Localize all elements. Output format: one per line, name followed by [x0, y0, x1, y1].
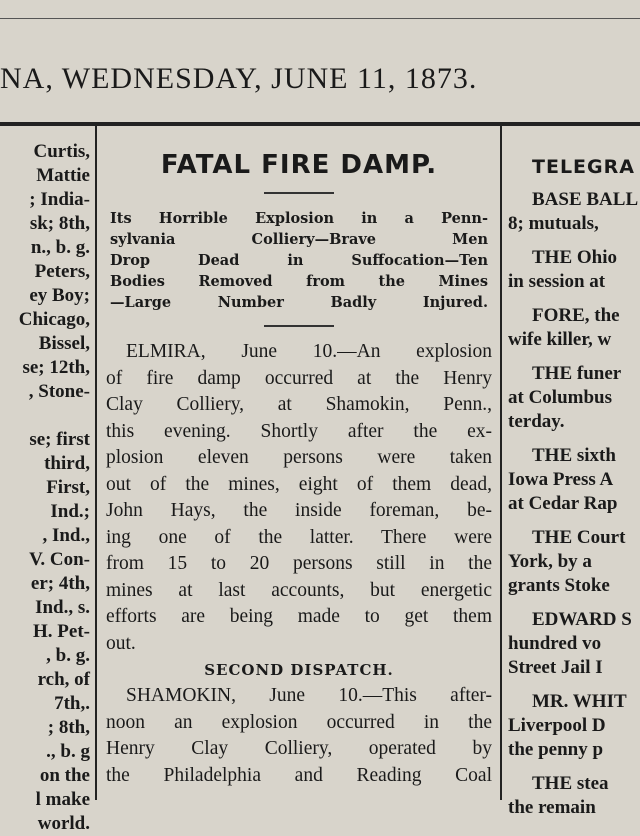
spacer — [508, 434, 640, 444]
left-column-line: First, — [46, 477, 90, 498]
left-column-line: H. Pet- — [33, 621, 90, 642]
left-column-line: ., b. g — [46, 741, 90, 762]
telegraph-line: EDWARD S — [532, 609, 632, 630]
telegraph-line: the remain — [508, 797, 596, 818]
left-column-line: ; India- — [29, 189, 90, 210]
body-line: from 15 to 20 persons still in the — [106, 553, 492, 574]
telegraph-heading: TELEGRA — [532, 156, 635, 178]
telegraph-line: THE funer — [532, 363, 622, 384]
left-column-line: Chicago, — [18, 309, 90, 330]
telegraph-line: Liverpool D — [508, 715, 606, 736]
left-column-line: n., b. g. — [30, 237, 90, 258]
telegraph-line: THE stea — [532, 773, 609, 794]
title-divider — [264, 192, 334, 194]
body-line: efforts are being made to get them — [106, 606, 492, 627]
telegraph-line: THE Ohio — [532, 247, 617, 268]
left-column-line: 7th,. — [54, 693, 90, 714]
left-column — [0, 140, 90, 836]
body-line: ing one of the latter. There were — [106, 526, 492, 548]
body-line: this evening. Shortly after the ex- — [106, 420, 492, 442]
body-line: John Hays, the inside foreman, be- — [106, 500, 492, 521]
left-column-line: Ind., s. — [35, 597, 90, 618]
telegraph-line: Iowa Press A — [508, 469, 614, 490]
left-column-line: Peters, — [34, 261, 90, 282]
article — [106, 140, 492, 789]
left-column-line: ; 8th, — [47, 717, 90, 738]
telegraph-line: at Cedar Rap — [508, 493, 618, 514]
dateline: NA, WEDNESDAY, JUNE 11, 1873. — [0, 62, 478, 95]
left-column-line: on the — [39, 765, 90, 786]
body-line: ELMIRA, June 10.—An explosion — [126, 341, 492, 362]
column-rule-left — [95, 126, 97, 800]
subhead-divider — [264, 325, 334, 327]
left-column-line: Mattie — [36, 165, 90, 186]
telegraph-line: FORE, the — [532, 305, 620, 326]
telegraph-line: York, by a — [508, 551, 592, 572]
telegraph-line: BASE BALL — [532, 189, 639, 210]
article-body — [106, 339, 492, 657]
left-column-line: ey Boy; — [29, 285, 90, 306]
spacer — [508, 820, 640, 830]
spacer — [508, 294, 640, 304]
left-column-line: l make — [35, 789, 90, 810]
body-line: Clay Colliery, at Shamokin, Penn., — [106, 394, 492, 415]
spacer — [508, 598, 640, 608]
telegraph-line: THE sixth — [532, 445, 616, 466]
subhead-line: sylvania Colliery—Brave Men — [110, 231, 488, 248]
body-line: plosion eleven persons were taken — [106, 447, 492, 468]
left-column-line: Curtis, — [33, 141, 90, 162]
second-dispatch-heading: SECOND DISPATCH. — [204, 661, 394, 679]
left-column-line: , Stone- — [28, 381, 90, 402]
left-column-line: , b. g. — [46, 645, 90, 666]
body-line: mines at last accounts, but energetic — [106, 579, 492, 601]
body-line: out. — [106, 632, 136, 654]
left-column-line — [0, 404, 90, 428]
left-column-line: se; first — [29, 429, 90, 450]
second-dispatch-body — [106, 683, 492, 789]
left-column-line: world. — [37, 813, 90, 834]
left-column-line: sk; 8th, — [29, 213, 90, 234]
telegraph-line: hundred vo — [508, 633, 602, 654]
left-column-line: Bissel, — [38, 333, 90, 354]
column-rule-right — [500, 126, 502, 800]
body-line: Henry Clay Colliery, operated by — [106, 738, 492, 759]
article-title: FATAL FIRE DAMP. — [160, 150, 438, 180]
telegraph-line: wife killer, w — [508, 329, 612, 350]
subhead-line: Its Horrible Explosion in a Penn- — [110, 210, 488, 227]
spacer — [508, 352, 640, 362]
article-subhead — [106, 208, 492, 313]
body-line: SHAMOKIN, June 10.—This after- — [126, 685, 492, 706]
telegraph-line: the penny p — [508, 739, 604, 760]
spacer — [508, 516, 640, 526]
subhead-line: Drop Dead in Suffocation—Ten — [110, 252, 488, 269]
telegraph-line: at Columbus — [508, 387, 612, 408]
telegraph-line: Street Jail I — [508, 657, 603, 678]
left-column-line: third, — [44, 453, 90, 474]
spacer — [508, 236, 640, 246]
left-column-line: Ind.; — [50, 501, 90, 522]
body-line: of fire damp occurred at the Henry — [106, 367, 492, 389]
telegraph-line: terday. — [508, 411, 565, 432]
body-line: the Philadelphia and Reading Coal — [106, 764, 492, 786]
spacer — [508, 680, 640, 690]
top-rule — [0, 18, 640, 19]
spacer — [508, 762, 640, 772]
telegraph-line: THE Court — [532, 527, 626, 548]
subhead-line: Bodies Removed from the Mines — [110, 273, 488, 290]
right-column — [508, 140, 640, 830]
left-column-line: , Ind., — [42, 525, 90, 546]
left-column-line: er; 4th, — [30, 573, 90, 594]
telegraph-line: grants Stoke — [508, 575, 610, 596]
body-line: out of the mines, eight of them dead, — [106, 473, 492, 495]
telegraph-line: 8; mutuals, — [508, 213, 599, 234]
left-column-line: V. Con- — [29, 549, 90, 570]
left-column-line: rch, of — [37, 669, 90, 690]
telegraph-line: MR. WHIT — [532, 691, 627, 712]
body-line: noon an explosion occurred in the — [106, 711, 492, 733]
subhead-line: —Large Number Badly Injured. — [110, 294, 488, 311]
left-column-line: se; 12th, — [22, 357, 90, 378]
telegraph-line: in session at — [508, 271, 606, 292]
